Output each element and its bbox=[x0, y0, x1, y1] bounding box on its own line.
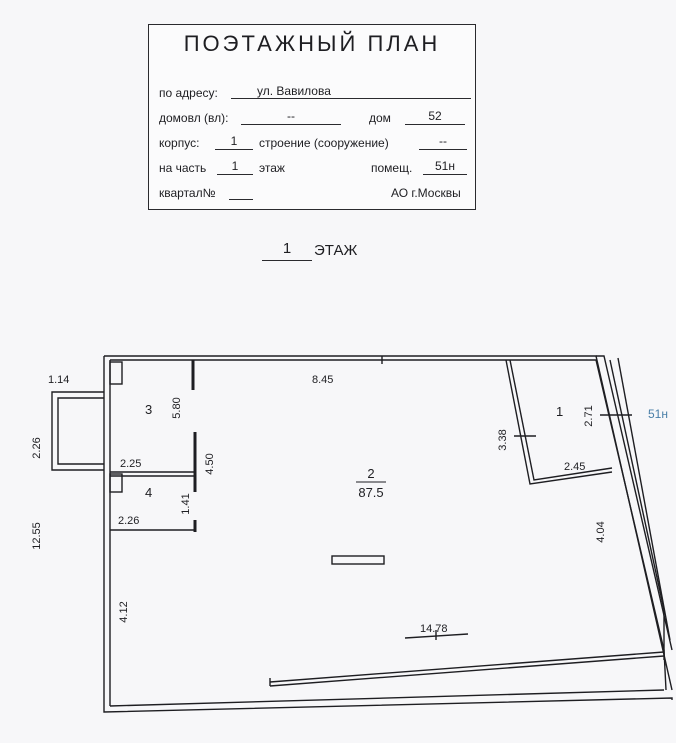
floor-number: 1 bbox=[262, 240, 312, 261]
dim-room3-width: 2.25 bbox=[120, 458, 142, 470]
pomesh-label: помещ. bbox=[371, 161, 413, 175]
dim-top: 8.45 bbox=[312, 374, 334, 386]
dim-room1-bottom: 2.45 bbox=[564, 461, 586, 473]
column-top-left bbox=[110, 362, 122, 384]
dim-room1-right: 2.71 bbox=[583, 405, 595, 427]
dim-room3-height: 5.80 bbox=[171, 397, 183, 419]
district-label: АО г.Москвы bbox=[391, 186, 461, 200]
pomesh-value: 51н bbox=[423, 159, 467, 175]
room-1-number: 1 bbox=[556, 404, 564, 419]
title-block-heading: ПОЭТАЖНЫЙ ПЛАН bbox=[183, 31, 441, 56]
dim-balcony-depth: 2.26 bbox=[31, 437, 43, 459]
room-2-number: 2 bbox=[367, 466, 375, 481]
dim-left-lower: 4.12 bbox=[118, 601, 130, 623]
dim-room4-width: 2.26 bbox=[118, 515, 140, 527]
domovl-value: -- bbox=[241, 109, 341, 125]
dim-bottom: 14.78 bbox=[420, 623, 448, 635]
dim-room4-height: 1.41 bbox=[180, 493, 192, 515]
etazh-label: этаж bbox=[259, 161, 285, 175]
address-value: ул. Вавилова bbox=[231, 84, 471, 99]
dim-room1-left: 3.38 bbox=[497, 429, 509, 451]
dim-left-outer: 1.14 bbox=[48, 374, 70, 386]
dom-value: 52 bbox=[405, 109, 465, 125]
stroenie-value: -- bbox=[419, 134, 467, 150]
address-label: по адресу: bbox=[159, 86, 218, 100]
center-fixture bbox=[332, 556, 384, 564]
domovl-label: домовл (вл): bbox=[159, 111, 229, 125]
korpus-label: корпус: bbox=[159, 136, 200, 150]
kvartal-label: квартал№ bbox=[159, 186, 216, 200]
dim-right-lower: 4.04 bbox=[595, 521, 607, 543]
partition-walls-room-1 bbox=[506, 360, 612, 484]
balcony bbox=[52, 392, 104, 470]
dim-total-left: 12.55 bbox=[31, 522, 43, 550]
floor-word: ЭТАЖ bbox=[314, 242, 358, 259]
column-mid-left bbox=[110, 474, 122, 492]
chast-label: на часть bbox=[159, 161, 207, 175]
room-4-number: 4 bbox=[145, 485, 153, 500]
premises-label: 51н bbox=[648, 407, 668, 421]
room-3-number: 3 bbox=[145, 402, 153, 417]
room-2-area: 87.5 bbox=[358, 485, 384, 500]
chast-value: 1 bbox=[217, 159, 253, 175]
korpus-value: 1 bbox=[215, 134, 253, 150]
stroenie-label: строение (сооружение) bbox=[259, 136, 389, 150]
dom-label: дом bbox=[369, 111, 391, 125]
dim-room3-lower: 4.50 bbox=[204, 453, 216, 475]
